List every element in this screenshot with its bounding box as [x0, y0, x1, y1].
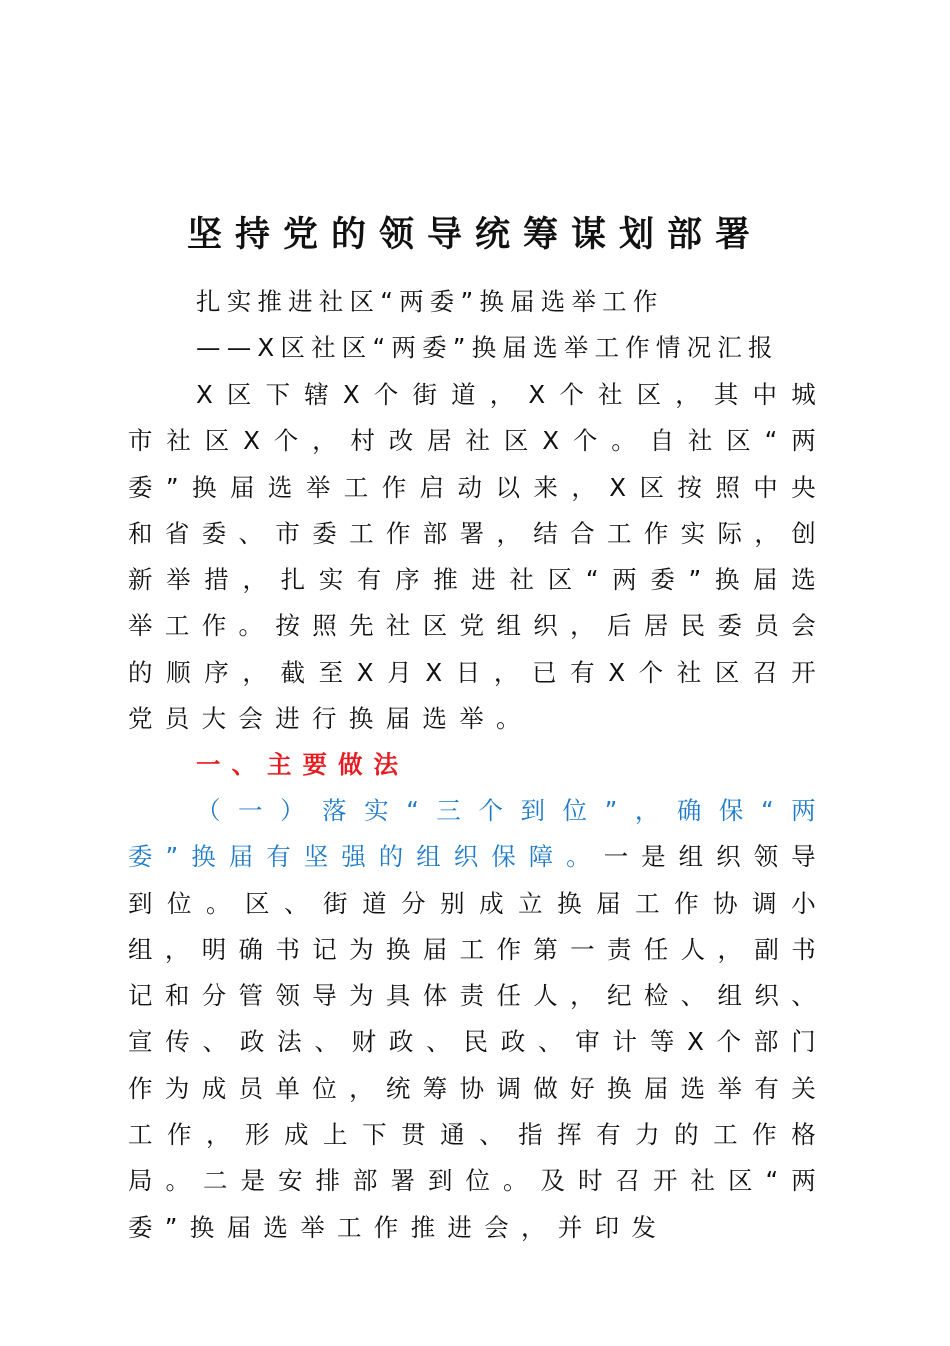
section-heading-main-practices: 一、主要做法 [196, 750, 409, 779]
intro-paragraph: X区下辖X个街道，X个社区，其中城市社区X个，村改居社区X个。自社区“两委”换届选举工作启动以来，X区按照中央和省委、市委工作部署，结合工作实际，创新举措，扎实有序推进社区“两委”换届选举工作。按照先社区党组织，后居民委员会的顺序，截至X月X日，已有X个社区召开党员大会进行换届选举。 [128, 380, 828, 734]
section-body-text: 一是组织领导到位。区、街道分别成立换届工作协调小组，明确书记为换届工作第一责任人，副书记和分管领导为具体责任人，纪检、组织、宣传、政法、财政、民政、审计等X个部门作为成员单位，统筹协调做好换届选举有关工作，形成上下贯通、指挥有力的工作格局。二是安排部署到位。及时召开社区“两委”换届选举工作推进会，并印发 [128, 842, 828, 1242]
section-paragraph [128, 788, 828, 1251]
document-subtitle: 扎实推进社区“两委”换届选举工作 [196, 287, 664, 316]
document-title: 坚持党的领导统筹谋划部署 [186, 215, 763, 255]
section-sub-heading: （一）落实“三个到位”，确保“两委”换届有坚强的组织保障。 [128, 796, 828, 872]
document-subtitle-report: ——X区社区“两委”换届选举工作情况汇报 [196, 333, 779, 362]
